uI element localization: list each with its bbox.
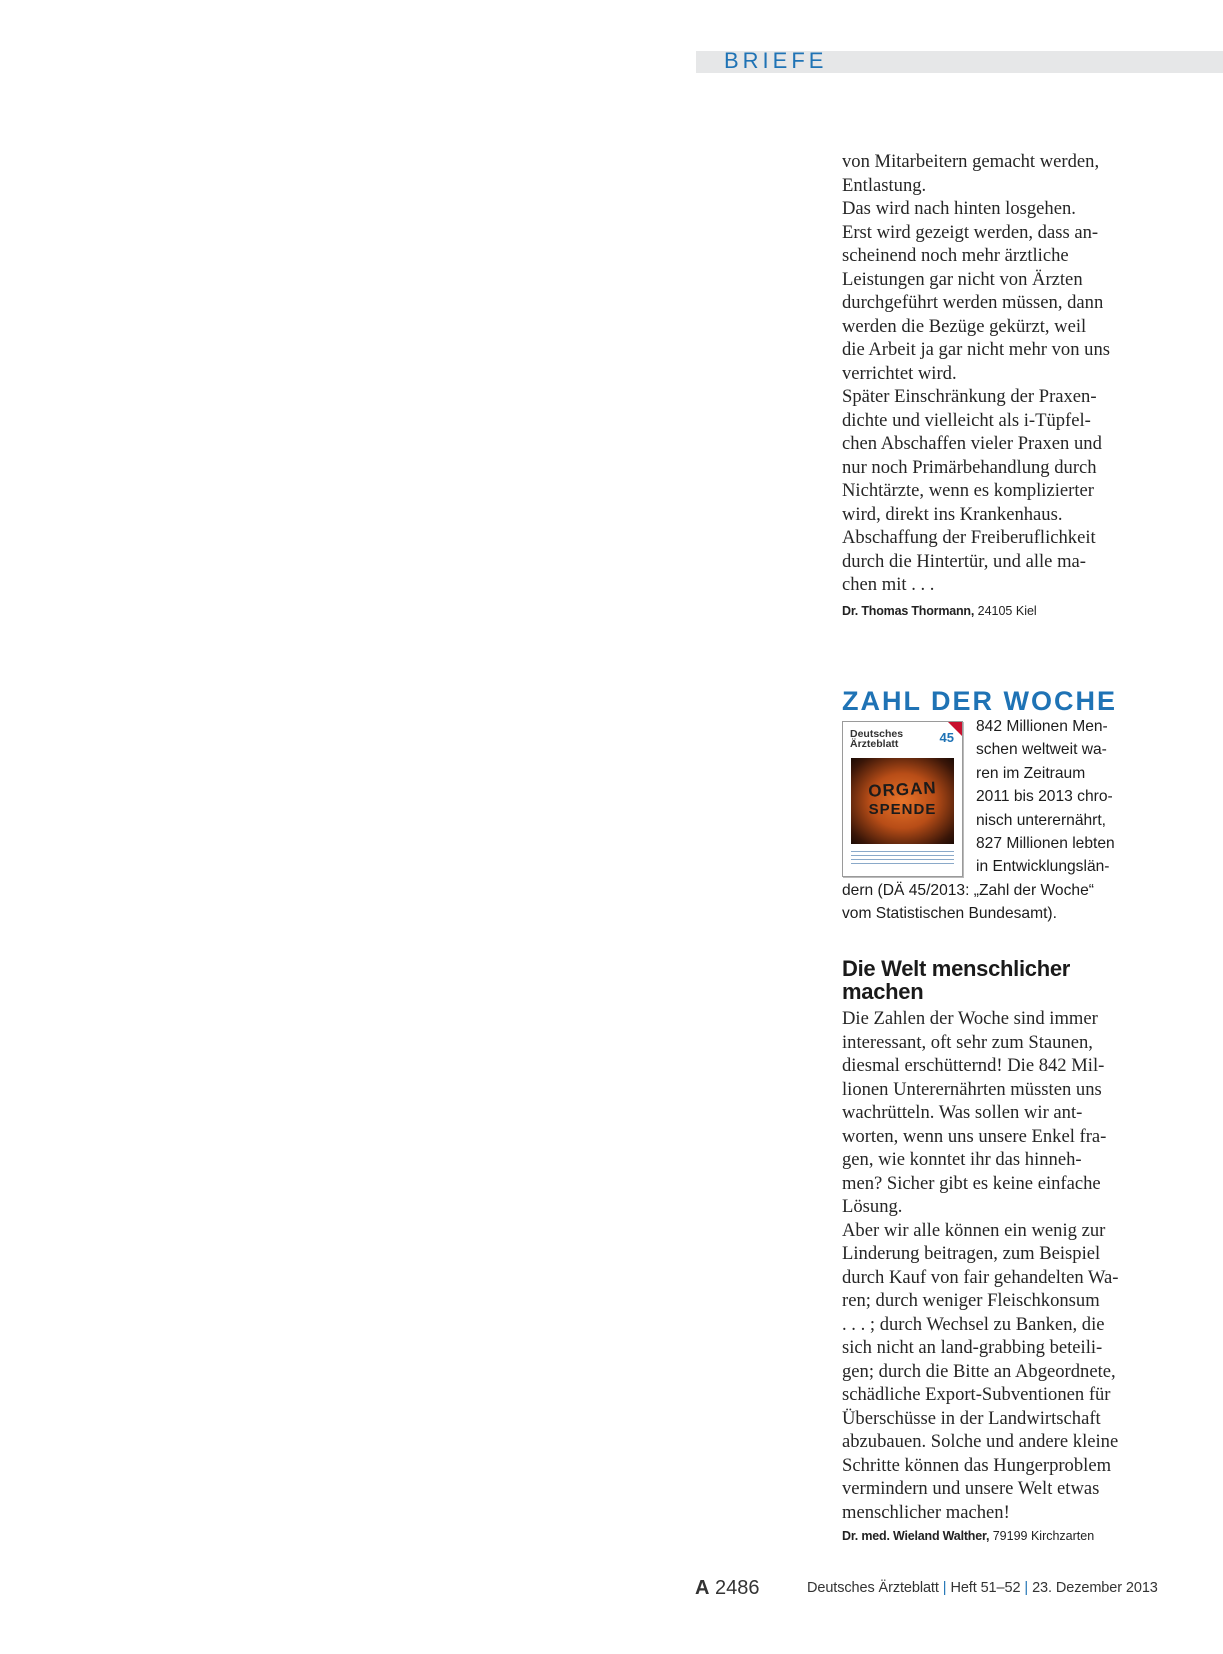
text-line: 2011 bis 2013 chro- xyxy=(976,788,1113,806)
cover-logo: Deutsches Ärzteblatt xyxy=(850,728,904,750)
author-location: 79199 Kirchzarten xyxy=(992,1529,1095,1543)
letter-headline: Die Welt menschlicher machen xyxy=(842,956,1071,1004)
text-line: in Entwicklungslän- xyxy=(976,858,1110,876)
page-number: A 2486 xyxy=(695,1577,760,1599)
cover-issue-number: 45 xyxy=(939,730,954,745)
letter-signature xyxy=(842,1528,1132,1544)
footer-publication-info xyxy=(807,1576,1158,1600)
text-line: schen weltweit wa- xyxy=(976,741,1107,759)
letter-walther xyxy=(842,1007,1132,1544)
letter-body: Die Zahlen der Woche sind immer interessant, oft sehr zum Staunen, diesmal erschütternd! Die 842 Mil- lionen Unterernährten müssten uns wachrütteln. Was sollen wir ant- worten, wenn uns unsere Enkel fra- gen, wie konntet ihr das hinneh- men? Sicher gibt es keine einfache Lösung. Aber wir alle können ein wenig zur Linderung beitragen, zum Beispiel durch Kauf von fair gehandelten Wa- ren; durch weniger Fleischkonsum . . . ; durch Wechsel zu Banken, die sich nicht an land-grabbing beteili- gen; durch die Bitte an Abgeordnete, schädliche Export-Subventionen für Überschüsse in der Landwirtschaft abzubauen. Solche und andere kleine Schritte können das Hungerproblem vermindern und unsere Welt etwas menschlicher machen! xyxy=(842,1008,1119,1523)
author-name: Dr. Thomas Thormann, xyxy=(842,603,975,618)
text-line: vom Statistischen Bundesamt). xyxy=(842,905,1057,923)
text-line: 842 Millionen Men- xyxy=(976,718,1108,735)
letter-signature xyxy=(842,603,1132,619)
text-line: 827 Millionen lebten xyxy=(976,835,1115,853)
text-line: dern (DÄ 45/2013: „Zahl der Woche“ xyxy=(842,881,1094,899)
zahl-der-woche-text xyxy=(842,715,1118,926)
journal-name: Deutsches Ärzteblatt xyxy=(807,1580,939,1596)
section-label: BRIEFE xyxy=(724,48,828,73)
issue-number: Heft 51–52 xyxy=(950,1580,1021,1596)
author-location: 24105 Kiel xyxy=(977,603,1037,618)
separator: | xyxy=(942,1580,947,1596)
zahl-der-woche-heading: ZAHL DER WOCHE xyxy=(842,686,1117,716)
author-name: Dr. med. Wieland Walther, xyxy=(842,1529,990,1543)
text-line: ren im Zeitraum xyxy=(976,764,1086,782)
letter-thormann xyxy=(842,150,1132,619)
text-line: nisch unterernährt, xyxy=(976,811,1107,829)
cover-artwork: ORGAN SPENDE xyxy=(851,758,954,844)
letter-body: von Mitarbeitern gemacht werden, Entlastung. Das wird nach hinten losgehen. Erst wird gezeigt werden, dass an- scheinend noch mehr ärztliche Leistungen gar nicht von Ärzten durchgeführt werden müssen, dann werden die Bezüge gekürzt, weil die Arbeit ja gar nicht mehr von uns verrichtet wird. Später Einschränkung der Praxen- dichte und vielleicht als i-Tüpfel- chen Abschaffen vieler Praxen und nur noch Primärbehandlung durch Nichtärzte, wenn es komplizierter wird, direkt ins Krankenhaus. Abschaffung der Freiberuflichkeit durch die Hintertür, und alle ma- chen mit . . . xyxy=(842,151,1110,595)
issue-date: 23. Dezember 2013 xyxy=(1032,1580,1158,1596)
separator: | xyxy=(1024,1580,1029,1596)
